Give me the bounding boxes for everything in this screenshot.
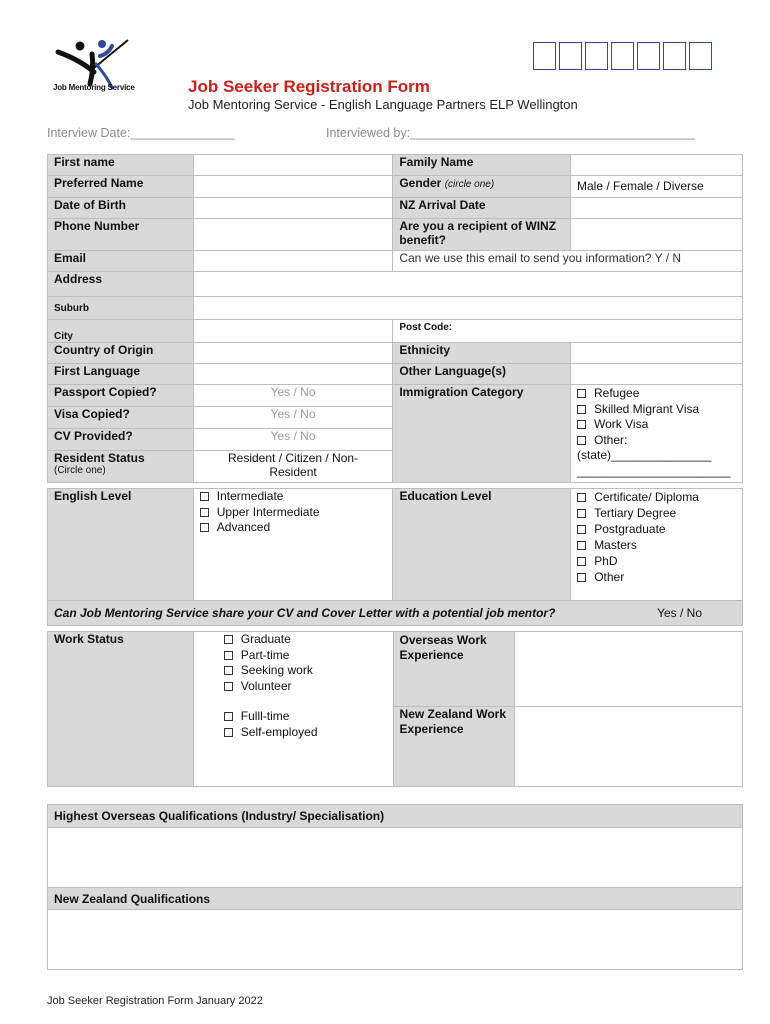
address-label: Address <box>48 272 194 297</box>
checkbox-icon[interactable] <box>577 541 586 550</box>
checkbox-icon[interactable] <box>224 635 233 644</box>
city-label: City <box>48 320 194 343</box>
checkbox-icon[interactable] <box>577 509 586 518</box>
first-language-input[interactable] <box>193 364 393 385</box>
education-option[interactable]: PhD <box>577 553 736 569</box>
visa-yes-no[interactable]: Yes / No <box>193 407 393 429</box>
country-input[interactable] <box>193 343 393 364</box>
resident-status-text: Resident Status <box>54 451 145 465</box>
id-box[interactable] <box>689 42 712 70</box>
city-input[interactable] <box>193 320 393 343</box>
dob-label: Date of Birth <box>48 198 194 219</box>
email-consent[interactable]: Can we use this email to send you information? Y / N <box>393 251 743 272</box>
immigration-option[interactable]: Skilled Migrant Visa <box>577 402 736 418</box>
suburb-label: Suburb <box>48 297 194 320</box>
suburb-input[interactable] <box>193 297 742 320</box>
gender-note: (circle one) <box>444 179 495 190</box>
ethnicity-input[interactable] <box>571 343 743 364</box>
other-languages-input[interactable] <box>571 364 743 385</box>
first-name-input[interactable] <box>193 155 393 176</box>
share-cv-row <box>48 601 743 626</box>
english-level-options <box>193 489 393 601</box>
id-box[interactable] <box>637 42 660 70</box>
other-languages-label: Other Language(s) <box>393 364 571 385</box>
nz-experience-input[interactable] <box>515 707 743 787</box>
id-box[interactable] <box>559 42 582 70</box>
id-boxes[interactable] <box>533 42 712 70</box>
family-name-input[interactable] <box>571 155 743 176</box>
logo-text: Job Mentoring Service <box>53 83 135 92</box>
cv-label: CV Provided? <box>48 429 194 451</box>
checkbox-icon[interactable] <box>224 728 233 737</box>
overseas-experience-input[interactable] <box>515 632 743 707</box>
immigration-option[interactable]: Work Visa <box>577 417 736 433</box>
address-input[interactable] <box>193 272 742 297</box>
work-option[interactable]: Part-time <box>224 648 387 664</box>
first-name-label: First name <box>48 155 194 176</box>
nz-arrival-label: NZ Arrival Date <box>393 198 571 219</box>
nz-experience-label: New Zealand Work Experience <box>393 707 515 787</box>
nz-arrival-input[interactable] <box>571 198 743 219</box>
work-option[interactable]: Self-employed <box>224 725 387 741</box>
form-subtitle: Job Mentoring Service - English Language Partners ELP Wellington <box>188 97 578 112</box>
family-name-label: Family Name <box>393 155 571 176</box>
preferred-name-label: Preferred Name <box>48 176 194 198</box>
checkbox-icon[interactable] <box>577 405 586 414</box>
checkbox-icon[interactable] <box>577 493 586 502</box>
ethnicity-label: Ethnicity <box>393 343 571 364</box>
english-level-label: English Level <box>48 489 194 601</box>
winz-label: Are you a recipient of WINZ benefit? <box>393 219 571 251</box>
passport-label: Passport Copied? <box>48 385 194 407</box>
checkbox-icon[interactable] <box>577 389 586 398</box>
overseas-qualifications-label: Highest Overseas Qualifications (Industry/ Specialisation) <box>48 805 743 828</box>
checkbox-icon[interactable] <box>577 420 586 429</box>
immigration-label: Immigration Category <box>393 385 571 483</box>
id-box[interactable] <box>611 42 634 70</box>
post-code-field[interactable]: Post Code: <box>393 320 743 343</box>
checkbox-icon[interactable] <box>577 525 586 534</box>
share-cv-answer[interactable]: Yes / No <box>657 606 702 620</box>
passport-yes-no[interactable]: Yes / No <box>193 385 393 407</box>
checkbox-icon[interactable] <box>577 557 586 566</box>
checkbox-icon[interactable] <box>200 523 209 532</box>
country-label: Country of Origin <box>48 343 194 364</box>
education-option[interactable]: Masters <box>577 537 736 553</box>
email-label: Email <box>48 251 194 272</box>
phone-label: Phone Number <box>48 219 194 251</box>
checkbox-icon[interactable] <box>224 666 233 675</box>
education-level-label: Education Level <box>393 489 571 601</box>
work-option[interactable]: Volunteer <box>224 679 387 695</box>
education-table <box>47 488 743 626</box>
checkbox-icon[interactable] <box>224 651 233 660</box>
cv-yes-no[interactable]: Yes / No <box>193 429 393 451</box>
english-option[interactable]: Intermediate <box>200 489 387 505</box>
work-option[interactable]: Seeking work <box>224 663 387 679</box>
immigration-option[interactable]: Other: <box>577 433 736 449</box>
checkbox-icon[interactable] <box>200 508 209 517</box>
phone-input[interactable] <box>193 219 393 251</box>
form-title: Job Seeker Registration Form <box>188 77 430 96</box>
immigration-options <box>571 385 743 483</box>
state-line-2[interactable]: _______________________ <box>577 463 731 478</box>
checkbox-icon[interactable] <box>224 712 233 721</box>
resident-note: (Circle one) <box>54 465 106 476</box>
nz-qualifications-input[interactable] <box>48 910 743 970</box>
work-option[interactable]: Fulll-time <box>224 709 387 725</box>
checkbox-icon[interactable] <box>577 573 586 582</box>
qualifications-table <box>47 804 743 970</box>
immigration-option[interactable]: Refugee <box>577 386 736 402</box>
overseas-qualifications-input[interactable] <box>48 828 743 888</box>
winz-input[interactable] <box>571 219 743 251</box>
footer-text: Job Seeker Registration Form January 2022 <box>47 995 263 1007</box>
gender-label <box>393 176 571 198</box>
english-option[interactable]: Advanced <box>200 520 387 536</box>
english-option[interactable]: Upper Intermediate <box>200 505 387 521</box>
gender-label-text: Gender <box>399 176 442 190</box>
checkbox-icon[interactable] <box>577 436 586 445</box>
state-line[interactable]: (state)_______________ <box>577 448 712 462</box>
work-table <box>47 631 743 787</box>
education-option[interactable]: Postgraduate <box>577 521 736 537</box>
education-option[interactable]: Tertiary Degree <box>577 505 736 521</box>
education-option[interactable]: Other <box>577 569 736 585</box>
first-language-label: First Language <box>48 364 194 385</box>
id-box[interactable] <box>533 42 556 70</box>
work-status-options <box>193 632 393 787</box>
id-box[interactable] <box>663 42 686 70</box>
checkbox-icon[interactable] <box>200 492 209 501</box>
work-option[interactable]: Graduate <box>224 632 387 648</box>
email-input[interactable] <box>193 251 393 272</box>
education-option[interactable]: Certificate/ Diploma <box>577 489 736 505</box>
personal-details-table <box>47 154 743 483</box>
resident-options[interactable]: Resident / Citizen / Non-Resident <box>193 451 393 483</box>
work-status-label: Work Status <box>48 632 194 787</box>
overseas-experience-label: Overseas Work Experience <box>393 632 515 707</box>
dob-input[interactable] <box>193 198 393 219</box>
gender-options[interactable]: Male / Female / Diverse <box>571 176 743 198</box>
resident-status-label <box>48 451 194 483</box>
nz-qualifications-label: New Zealand Qualifications <box>48 888 743 910</box>
visa-label: Visa Copied? <box>48 407 194 429</box>
interviewed-by-field[interactable]: Interviewed by:_________________________________________ <box>326 126 696 140</box>
education-level-options <box>571 489 743 601</box>
interview-date-field[interactable]: Interview Date:_______________ <box>47 126 235 140</box>
preferred-name-input[interactable] <box>193 176 393 198</box>
id-box[interactable] <box>585 42 608 70</box>
share-cv-question: Can Job Mentoring Service share your CV and Cover Letter with a potential job mentor? <box>54 606 556 620</box>
checkbox-icon[interactable] <box>224 682 233 691</box>
